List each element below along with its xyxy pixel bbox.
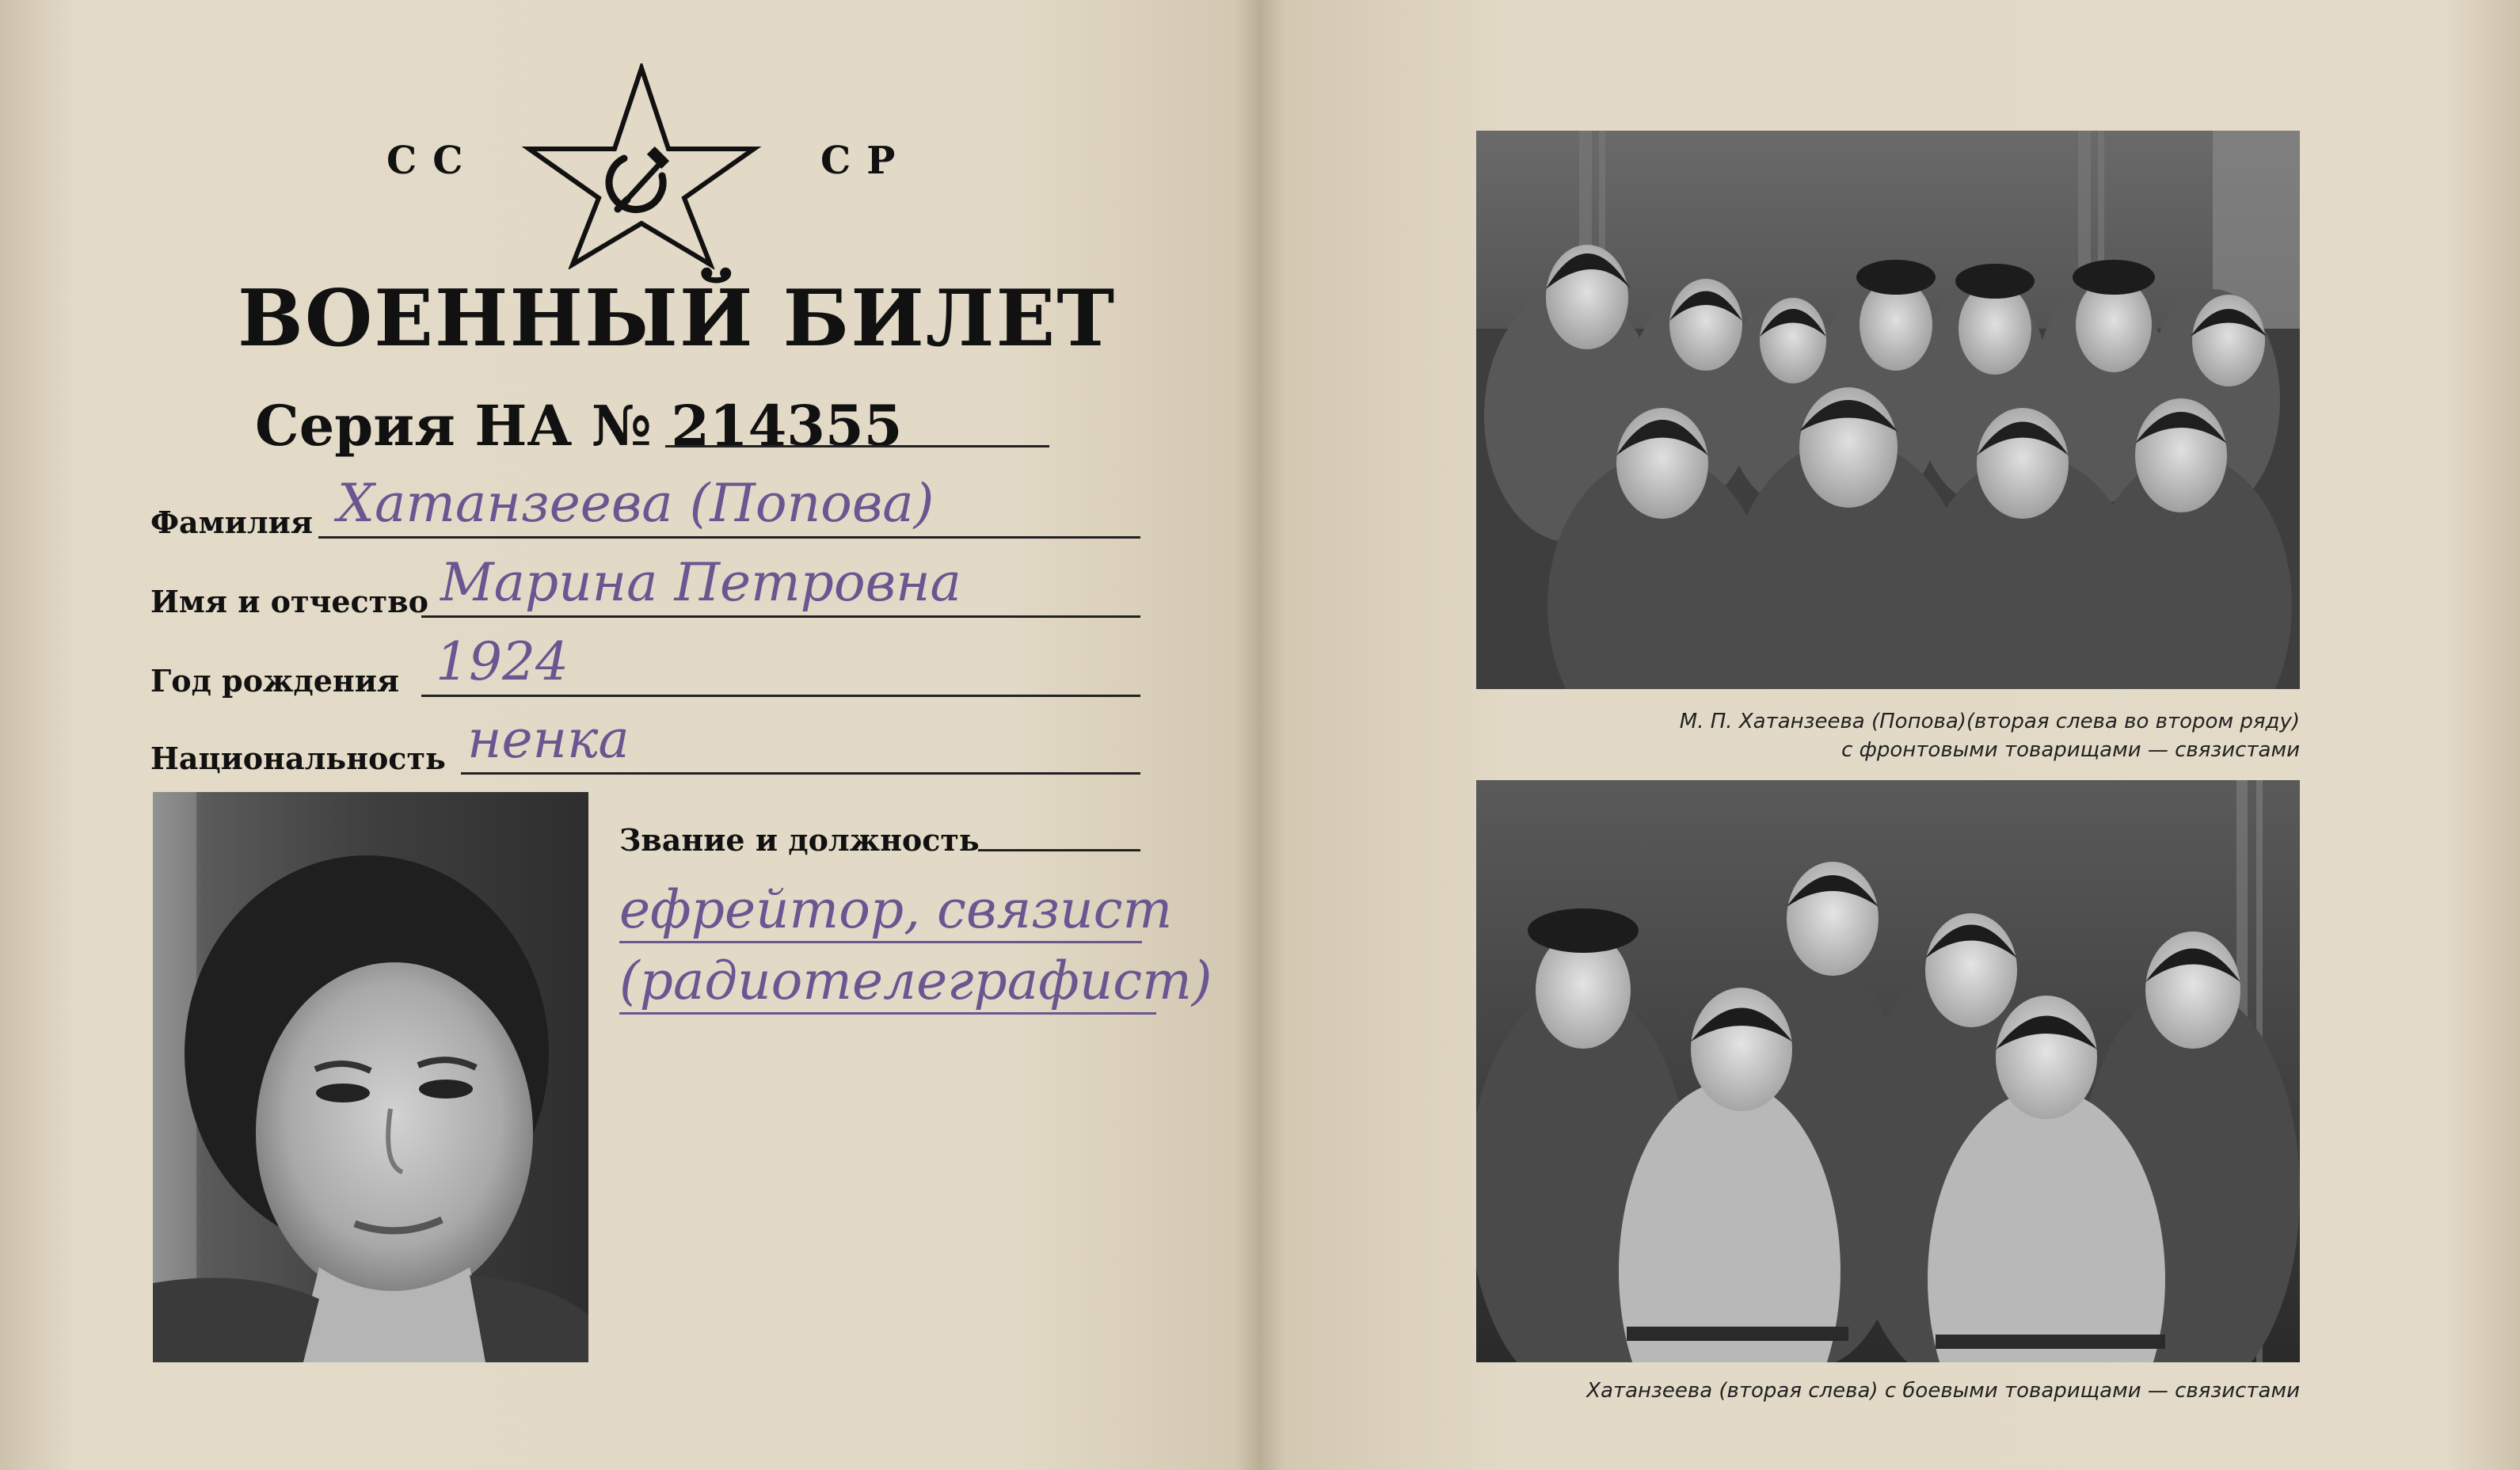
caption-line: с фронтовыми товарищами — связистами (1841, 738, 2300, 762)
star-hammer-sickle-icon (515, 63, 768, 269)
caption-line: Хатанзеева (вторая слева) с боевыми товарищами — связистами (1586, 1379, 2300, 1403)
field-name-patronymic (150, 546, 1140, 626)
field-label: Имя и отчество (150, 584, 428, 619)
field-surname (150, 467, 1140, 546)
group-photo-1 (1476, 131, 2300, 689)
rank-label: Звание и должность (619, 822, 980, 858)
ussr-letters-left: СС (386, 139, 479, 183)
field-label: Национальность (150, 741, 446, 776)
field-label: Год рождения (150, 663, 400, 699)
rank-value-line1: ефрейтор, связист (619, 879, 1173, 940)
group-photo-2 (1476, 780, 2300, 1362)
document-title: ВОЕННЫЙ БИЛЕТ (238, 273, 1117, 364)
field-underline (318, 536, 1140, 539)
photo-2-caption (1586, 1377, 2300, 1405)
field-label: Фамилия (150, 505, 313, 540)
field-value: ненка (467, 709, 630, 770)
field-value: 1924 (436, 631, 569, 692)
field-underline (461, 772, 1140, 775)
rank-underline-1 (619, 941, 1142, 943)
rank-underline-2 (619, 1012, 1156, 1015)
field-value: Марина Петровна (440, 552, 961, 613)
right-page (1261, 0, 2520, 1470)
field-underline (421, 695, 1140, 697)
serial-row (255, 393, 902, 459)
serial-number: 214355 (671, 393, 903, 459)
portrait-photo (153, 792, 588, 1362)
caption-line: М. П. Хатанзеева (Попова)(вторая слева во втором ряду) (1679, 710, 2300, 733)
ussr-letters-right: СР (820, 139, 912, 183)
field-underline (421, 615, 1140, 618)
photo-1-caption (1680, 707, 2300, 764)
serial-underline (665, 445, 1049, 447)
rank-value-line2: (радиотелеграфист) (619, 950, 1212, 1011)
field-nationality (150, 703, 1140, 783)
field-birth-year (150, 626, 1140, 705)
left-page (0, 0, 1259, 1470)
serial-label: Серия НА № (255, 393, 652, 459)
rank-underline (978, 849, 1140, 851)
field-value: Хатанзеева (Попова) (337, 473, 935, 534)
